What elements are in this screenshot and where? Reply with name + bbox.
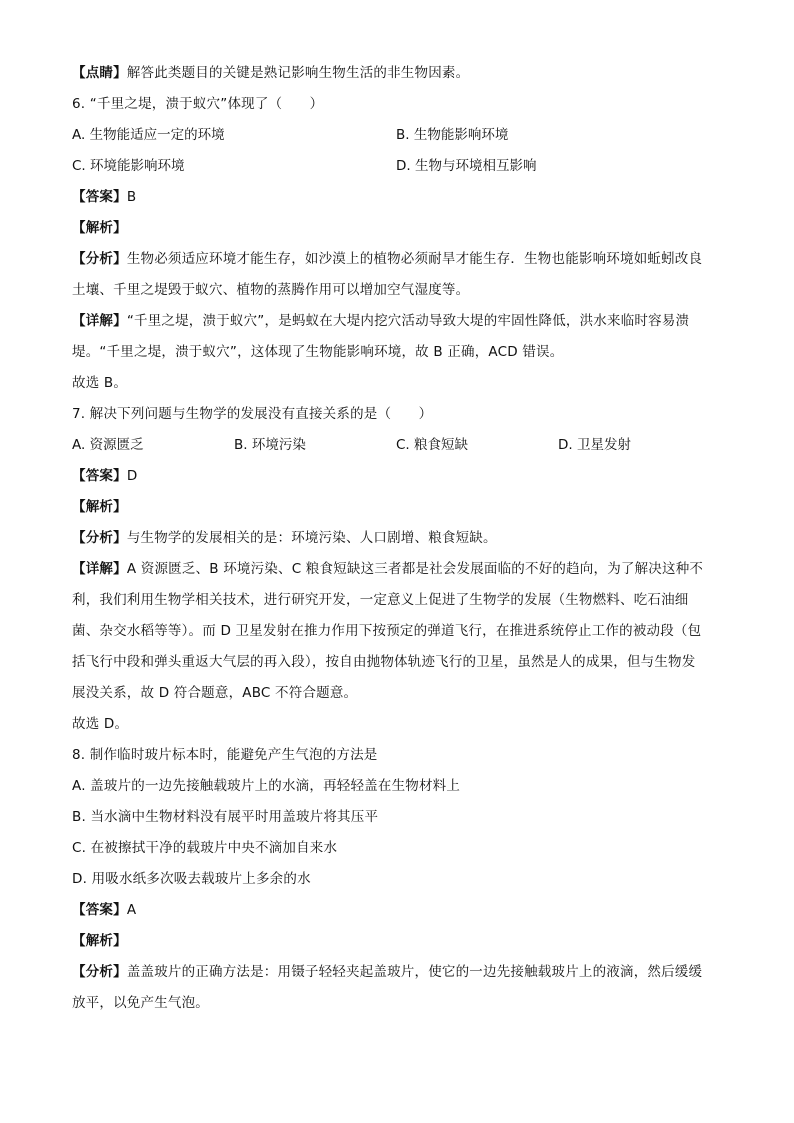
- q7-fenxi-line-1: [72, 523, 732, 554]
- q6-conclusion: 故选 B。: [72, 375, 128, 391]
- q6-xiangjie-line-1: [72, 306, 732, 337]
- q7-xiangjie-line-2: 利，我们利用生物学相关技术，进行研究开发，一定意义上促进了生物学的发展（生物燃料、吃石油细: [72, 592, 689, 608]
- q7-conclusion: 故选 D。: [72, 716, 129, 732]
- q7-stem: 7. 解决下列问题与生物学的发展没有直接关系的是（ ）: [72, 406, 433, 422]
- q8-option-c: C. 在被擦拭干净的载玻片中央不滴加自来水: [72, 840, 338, 856]
- q7-answer-tag: 【答案】: [72, 468, 127, 484]
- q8-option-a: A. 盖玻片的一边先接触载玻片上的水滴，再轻轻盖在生物材料上: [72, 778, 461, 794]
- q7-jiexi-line: [72, 492, 732, 523]
- dianjing-line: [72, 58, 732, 89]
- q7-xiangjie-line-4: 括飞行中段和弹头重返大气层的再入段），按自由抛物体轨迹飞行的卫星，虽然是人的成果，但与生物发: [72, 654, 696, 670]
- q8-fenxi-tag: 【分析】: [72, 964, 127, 980]
- q8-option-b: B. 当水滴中生物材料没有展平时用盖玻片将其压平: [72, 809, 379, 825]
- q7-answer-line: [72, 461, 732, 492]
- q7-xiangjie-line-3: 菌、杂交水稻等等）。而 D 卫星发射在推力作用下按预定的弹道飞行，在推进系统停止工作的被动段（包: [72, 623, 702, 639]
- q7-xiangjie-text-1: A 资源匮乏、B 环境污染、C 粮食短缺这三者都是社会发展面临的不好的趋向，为了解决这种不: [126, 561, 704, 577]
- q6-options-row-1: [72, 120, 732, 151]
- q6-option-a: A. 生物能适应一定的环境: [72, 127, 225, 143]
- q7-xiangjie-line-5: 展没关系，故 D 符合题意，ABC 不符合题意。: [72, 685, 358, 701]
- q6-answer-tag: 【答案】: [72, 189, 127, 205]
- dianjing-text: 解答此类题目的关键是熟记影响生物生活的非生物因素。: [126, 65, 470, 81]
- q6-option-b: B. 生物能影响环境: [396, 127, 509, 143]
- q6-answer: B: [126, 189, 137, 205]
- q7-jiexi-tag: 【解析】: [72, 499, 127, 515]
- q8-option-d: D. 用吸水纸多次吸去载玻片上多余的水: [72, 871, 311, 887]
- q7-fenxi-tag: 【分析】: [72, 530, 127, 546]
- q7-fenxi-text-1: 与生物学的发展相关的是：环境污染、人口剧增、粮食短缺。: [126, 530, 497, 546]
- q6-option-d: D. 生物与环境相互影响: [396, 158, 537, 174]
- q7-option-a: A. 资源匮乏: [72, 437, 144, 453]
- q6-options-row-2: [72, 151, 732, 182]
- q6-jiexi-line: [72, 213, 732, 244]
- q6-fenxi-line-2: 土壤、千里之堤毁于蚁穴、植物的蒸腾作用可以增加空气湿度等。: [72, 282, 470, 298]
- q7-options-row: [72, 430, 732, 461]
- q7-option-d: D. 卫星发射: [558, 437, 631, 453]
- q6-fenxi-text-1: 生物必须适应环境才能生存，如沙漠上的植物必须耐旱才能生存．生物也能影响环境如蚯蚓改良: [126, 251, 703, 267]
- q7-answer: D: [126, 468, 138, 484]
- q8-fenxi-text-1: 盖盖玻片的正确方法是：用镊子轻轻夹起盖玻片，使它的一边先接触载玻片上的液滴，然后缓缓: [126, 964, 703, 980]
- q8-jiexi-line: [72, 926, 732, 957]
- q8-answer: A: [126, 902, 137, 918]
- dianjing-tag: 【点睛】: [72, 65, 127, 81]
- q6-option-c: C. 环境能影响环境: [72, 158, 185, 174]
- q6-fenxi-line-1: [72, 244, 732, 275]
- q6-xiangjie-text-1: “千里之堤，溃于蚁穴”，是蚂蚁在大堤内挖穴活动导致大堤的牢固性降低，洪水来临时容易溃: [126, 313, 690, 329]
- q7-xiangjie-tag: 【详解】: [72, 561, 127, 577]
- q6-fenxi-tag: 【分析】: [72, 251, 127, 267]
- q8-fenxi-line-2: 放平，以免产生气泡。: [72, 995, 209, 1011]
- q8-answer-tag: 【答案】: [72, 902, 127, 918]
- q7-option-c: C. 粮食短缺: [396, 437, 469, 453]
- q8-jiexi-tag: 【解析】: [72, 933, 127, 949]
- q8-answer-line: [72, 895, 732, 926]
- q6-answer-line: [72, 182, 732, 213]
- q7-xiangjie-line-1: [72, 554, 732, 585]
- q6-jiexi-tag: 【解析】: [72, 220, 127, 236]
- q6-xiangjie-line-2: 堤。“千里之堤，溃于蚁穴”，这体现了生物能影响环境，故 B 正确，ACD 错误。: [72, 344, 564, 360]
- q6-xiangjie-tag: 【详解】: [72, 313, 127, 329]
- q6-stem: 6. “千里之堤，溃于蚁穴”体现了（ ）: [72, 96, 324, 112]
- q8-stem: 8. 制作临时玻片标本时，能避免产生气泡的方法是: [72, 747, 378, 763]
- q8-fenxi-line-1: [72, 957, 732, 988]
- q7-option-b: B. 环境污染: [234, 437, 306, 453]
- document-page: [72, 58, 732, 1019]
